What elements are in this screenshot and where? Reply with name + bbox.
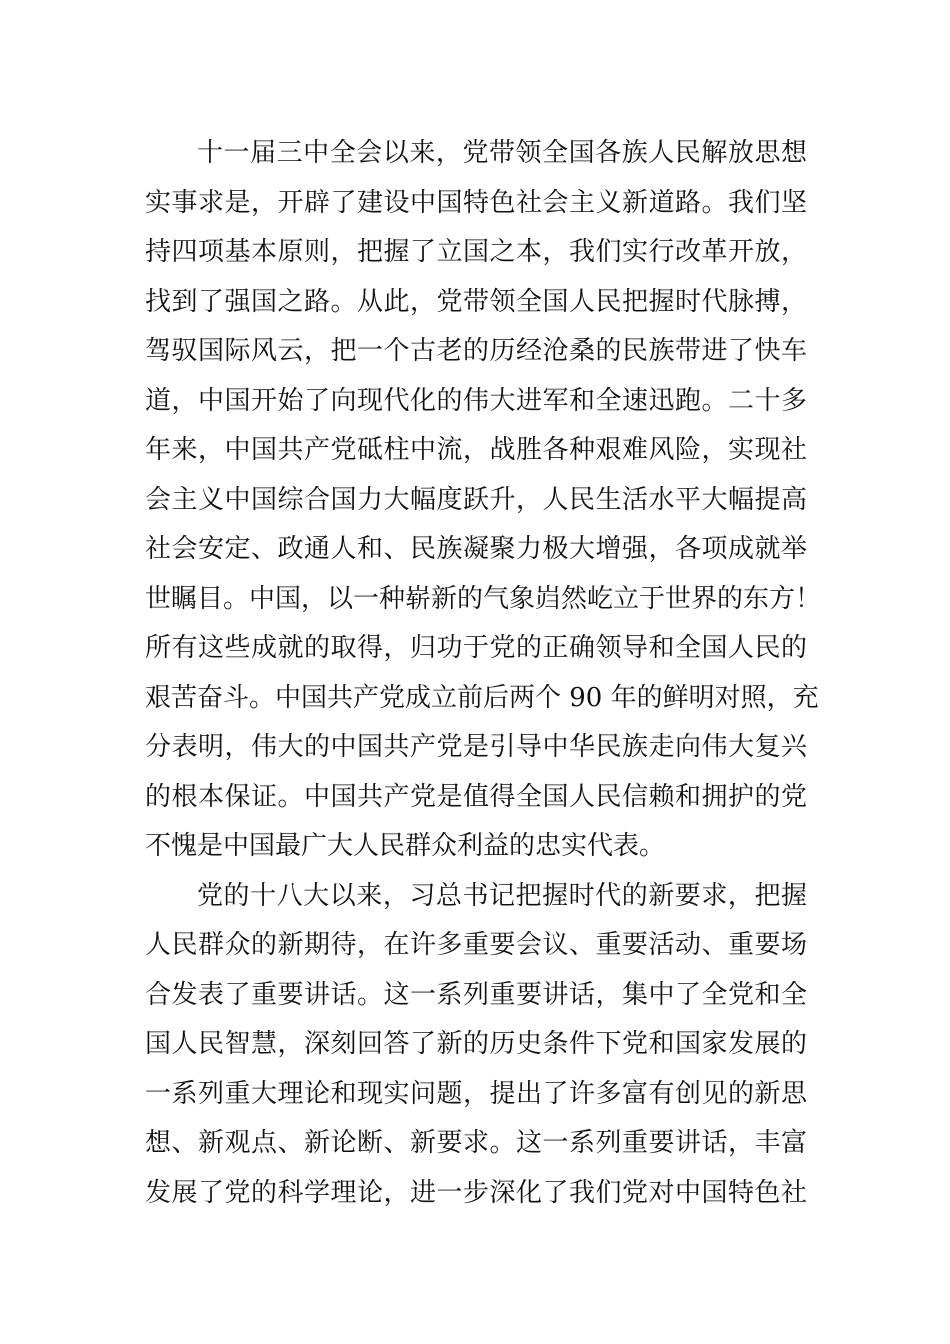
paragraph-2-line-6: 想、新观点、新论断、新要求。这一系列重要讲话，丰富 — [145, 1128, 807, 1158]
paragraph-1-line-2: 实事求是，开辟了建设中国特色社会主义新道路。我们坚 — [145, 187, 807, 218]
paragraph-2-line-7: 发展了党的科学理论，进一步深化了我们党对中国特色社 — [145, 1177, 807, 1208]
paragraph-1-line-6: 道，中国开始了向现代化的伟大进军和全速迅跑。二十多 — [145, 385, 807, 416]
paragraph-1-line-7: 年来，中国共产党砥柱中流，战胜各种艰难风险，实现社 — [145, 435, 807, 465]
paragraph-1-line-1: 十一届三中全会以来，党带领全国各族人民解放思想 — [197, 138, 807, 168]
paragraph-2-line-1: 党的十八大以来，习总书记把握时代的新要求，把握 — [197, 880, 807, 911]
paragraph-1-line-9: 社会安定、政通人和、民族凝聚力极大增强，各项成就举 — [145, 534, 807, 564]
paragraph-1-line-12: 艰苦奋斗。中国共产党成立前后两个 90 年的鲜明对照，充 — [145, 682, 819, 713]
paragraph-1-line-3: 持四项基本原则，把握了立国之本，我们实行改革开放， — [145, 237, 807, 267]
paragraph-1-line-5: 驾驭国际风云，把一个古老的历经沧桑的民族带进了快车 — [145, 336, 807, 366]
paragraph-1-line-4: 找到了强国之路。从此，党带领全国人民把握时代脉搏， — [145, 286, 807, 317]
document-body — [145, 129, 822, 1218]
paragraph-1-line-13: 分表明，伟大的中国共产党是引导中华民族走向伟大复兴 — [145, 732, 807, 762]
paragraph-1-line-14: 的根本保证。中国共产党是值得全国人民信赖和拥护的党 — [145, 781, 807, 812]
paragraph-1-line-11: 所有这些成就的取得，归功于党的正确领导和全国人民的 — [145, 633, 807, 663]
paragraph-1-line-8: 会主义中国综合国力大幅度跃升，人民生活水平大幅提高 — [145, 484, 807, 515]
paragraph-2-line-5: 一系列重大理论和现实问题，提出了许多富有创见的新思 — [145, 1078, 807, 1109]
paragraph-2-line-2: 人民群众的新期待，在许多重要会议、重要活动、重要场 — [145, 930, 807, 960]
paragraph-1-line-15: 不愧是中国最广大人民群众利益的忠实代表。 — [145, 831, 666, 861]
paragraph-2-line-4: 国人民智慧，深刻回答了新的历史条件下党和国家发展的 — [145, 1029, 807, 1059]
paragraph-1-line-10: 世瞩目。中国，以一种崭新的气象岿然屹立于世界的东方！ — [145, 583, 822, 614]
paragraph-2-line-3: 合发表了重要讲话。这一系列重要讲话，集中了全党和全 — [145, 979, 807, 1010]
